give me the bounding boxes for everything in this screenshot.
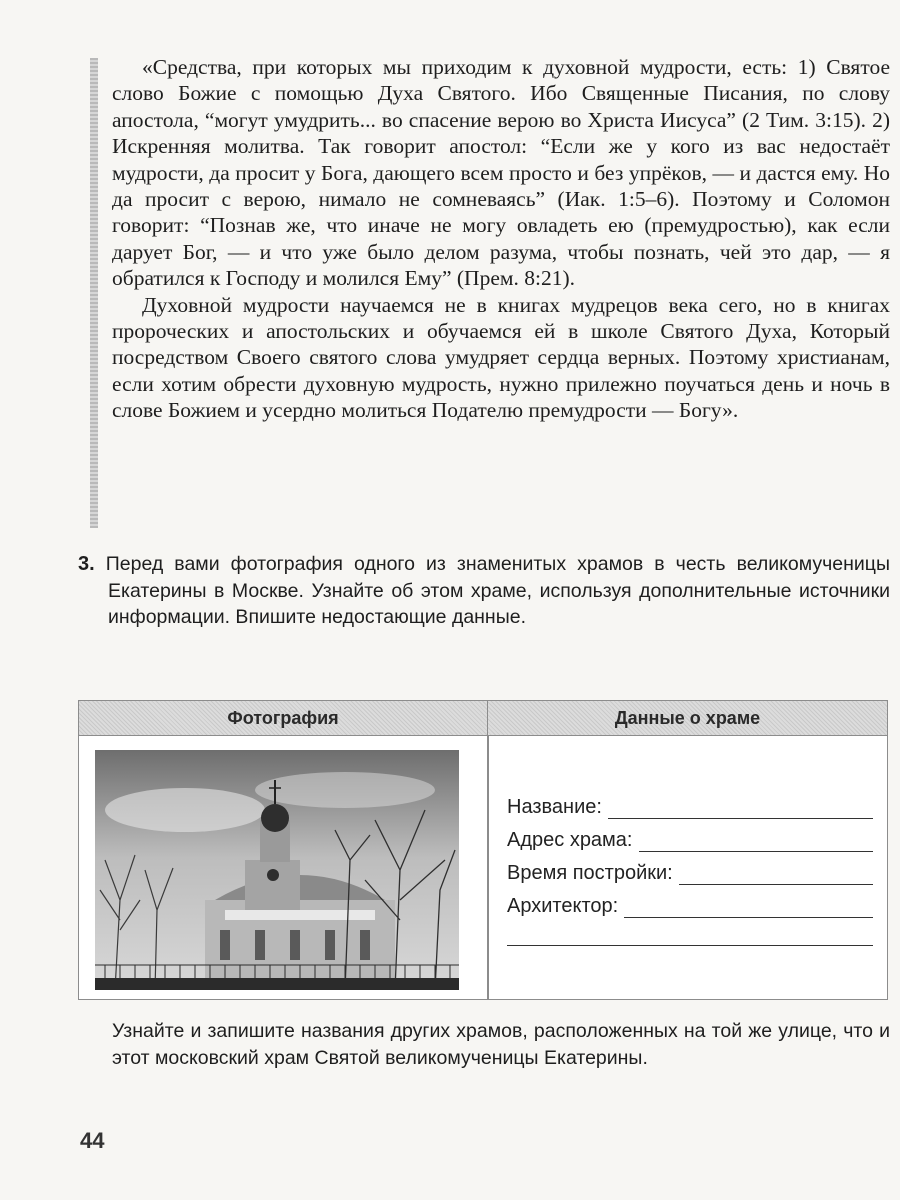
field-built-input-line[interactable] xyxy=(679,866,873,885)
header-photo: Фотография xyxy=(79,701,488,735)
table-header xyxy=(79,701,887,736)
quote-paragraph-1: «Средства, при которых мы приходим к духовной мудрости, есть: 1) Святое слово Божие с помощью Духа Святого. Ибо Священные Писания, по слову апостола, “могут умудрить... во спасение верою во Христа Иисуса” (2 Тим. 3:15). 2) Искренняя молитва. Так говорит апостол: “Если же у кого из вас недостаёт мудрости, да просит у Бога, дающего всем просто и без упрёков, — и дастся ему. Но да просит с верою, нимало не сомневаясь” (Иак. 1:5–6). Поэтому и Соломон говорит: “Познав же, что иначе не могу овладеть ею (премудростью), как если дарует Бог, — и что уже было делом разума, чтобы познать, чей это дар, — я обратился к Господу и молился Ему” (Прем. 8:21). xyxy=(112,55,890,291)
task-3 xyxy=(78,551,890,631)
quote-block xyxy=(112,54,890,424)
quote-paragraph-2: Духовной мудрости научаемся не в книгах мудрецов века сего, но в книгах пророческих и апостольских и обучаемся ей в школе Святого Духа, Который посредством Своего святого слова умудряет сердца верных. Поэтому христианам, если хотим обрести духовную мудрость, нужно прилежно поучаться день и ночь в слове Божием и усердно молиться Подателю премудрости — Богу». xyxy=(112,292,890,423)
field-built xyxy=(507,862,873,885)
field-name xyxy=(507,796,873,819)
field-name-label: Название: xyxy=(507,796,602,818)
column-divider xyxy=(487,735,489,999)
header-church-data: Данные о храме xyxy=(614,708,761,728)
extra-task-text: Узнайте и запишите названия других храмов, расположенных на той же улице, что и этот московский храм Святой великомученицы Екатерины. xyxy=(112,1020,890,1069)
field-name-input-line[interactable] xyxy=(608,800,873,819)
task-text: Перед вами фотография одного из знаменитых храмов в честь великомученицы Екатерины в Москве. Узнайте об этом храме, используя дополнительные источники информации. Впишите недостающие данные. xyxy=(105,553,890,628)
church-photo xyxy=(95,750,459,990)
page-number: 44 xyxy=(80,1128,105,1153)
field-address-input-line[interactable] xyxy=(639,833,874,852)
quote-marker-bar xyxy=(90,58,98,528)
field-architect-label: Архитектор: xyxy=(507,895,619,917)
extra-blank-line[interactable] xyxy=(507,945,873,946)
task-number: 3. xyxy=(78,553,95,575)
field-architect xyxy=(507,895,873,918)
church-table xyxy=(78,700,888,1000)
field-built-label: Время постройки: xyxy=(507,862,673,884)
church-photo-image xyxy=(95,750,459,990)
field-architect-input-line[interactable] xyxy=(624,899,873,918)
field-address xyxy=(507,829,873,852)
field-address-label: Адрес храма: xyxy=(507,829,633,851)
